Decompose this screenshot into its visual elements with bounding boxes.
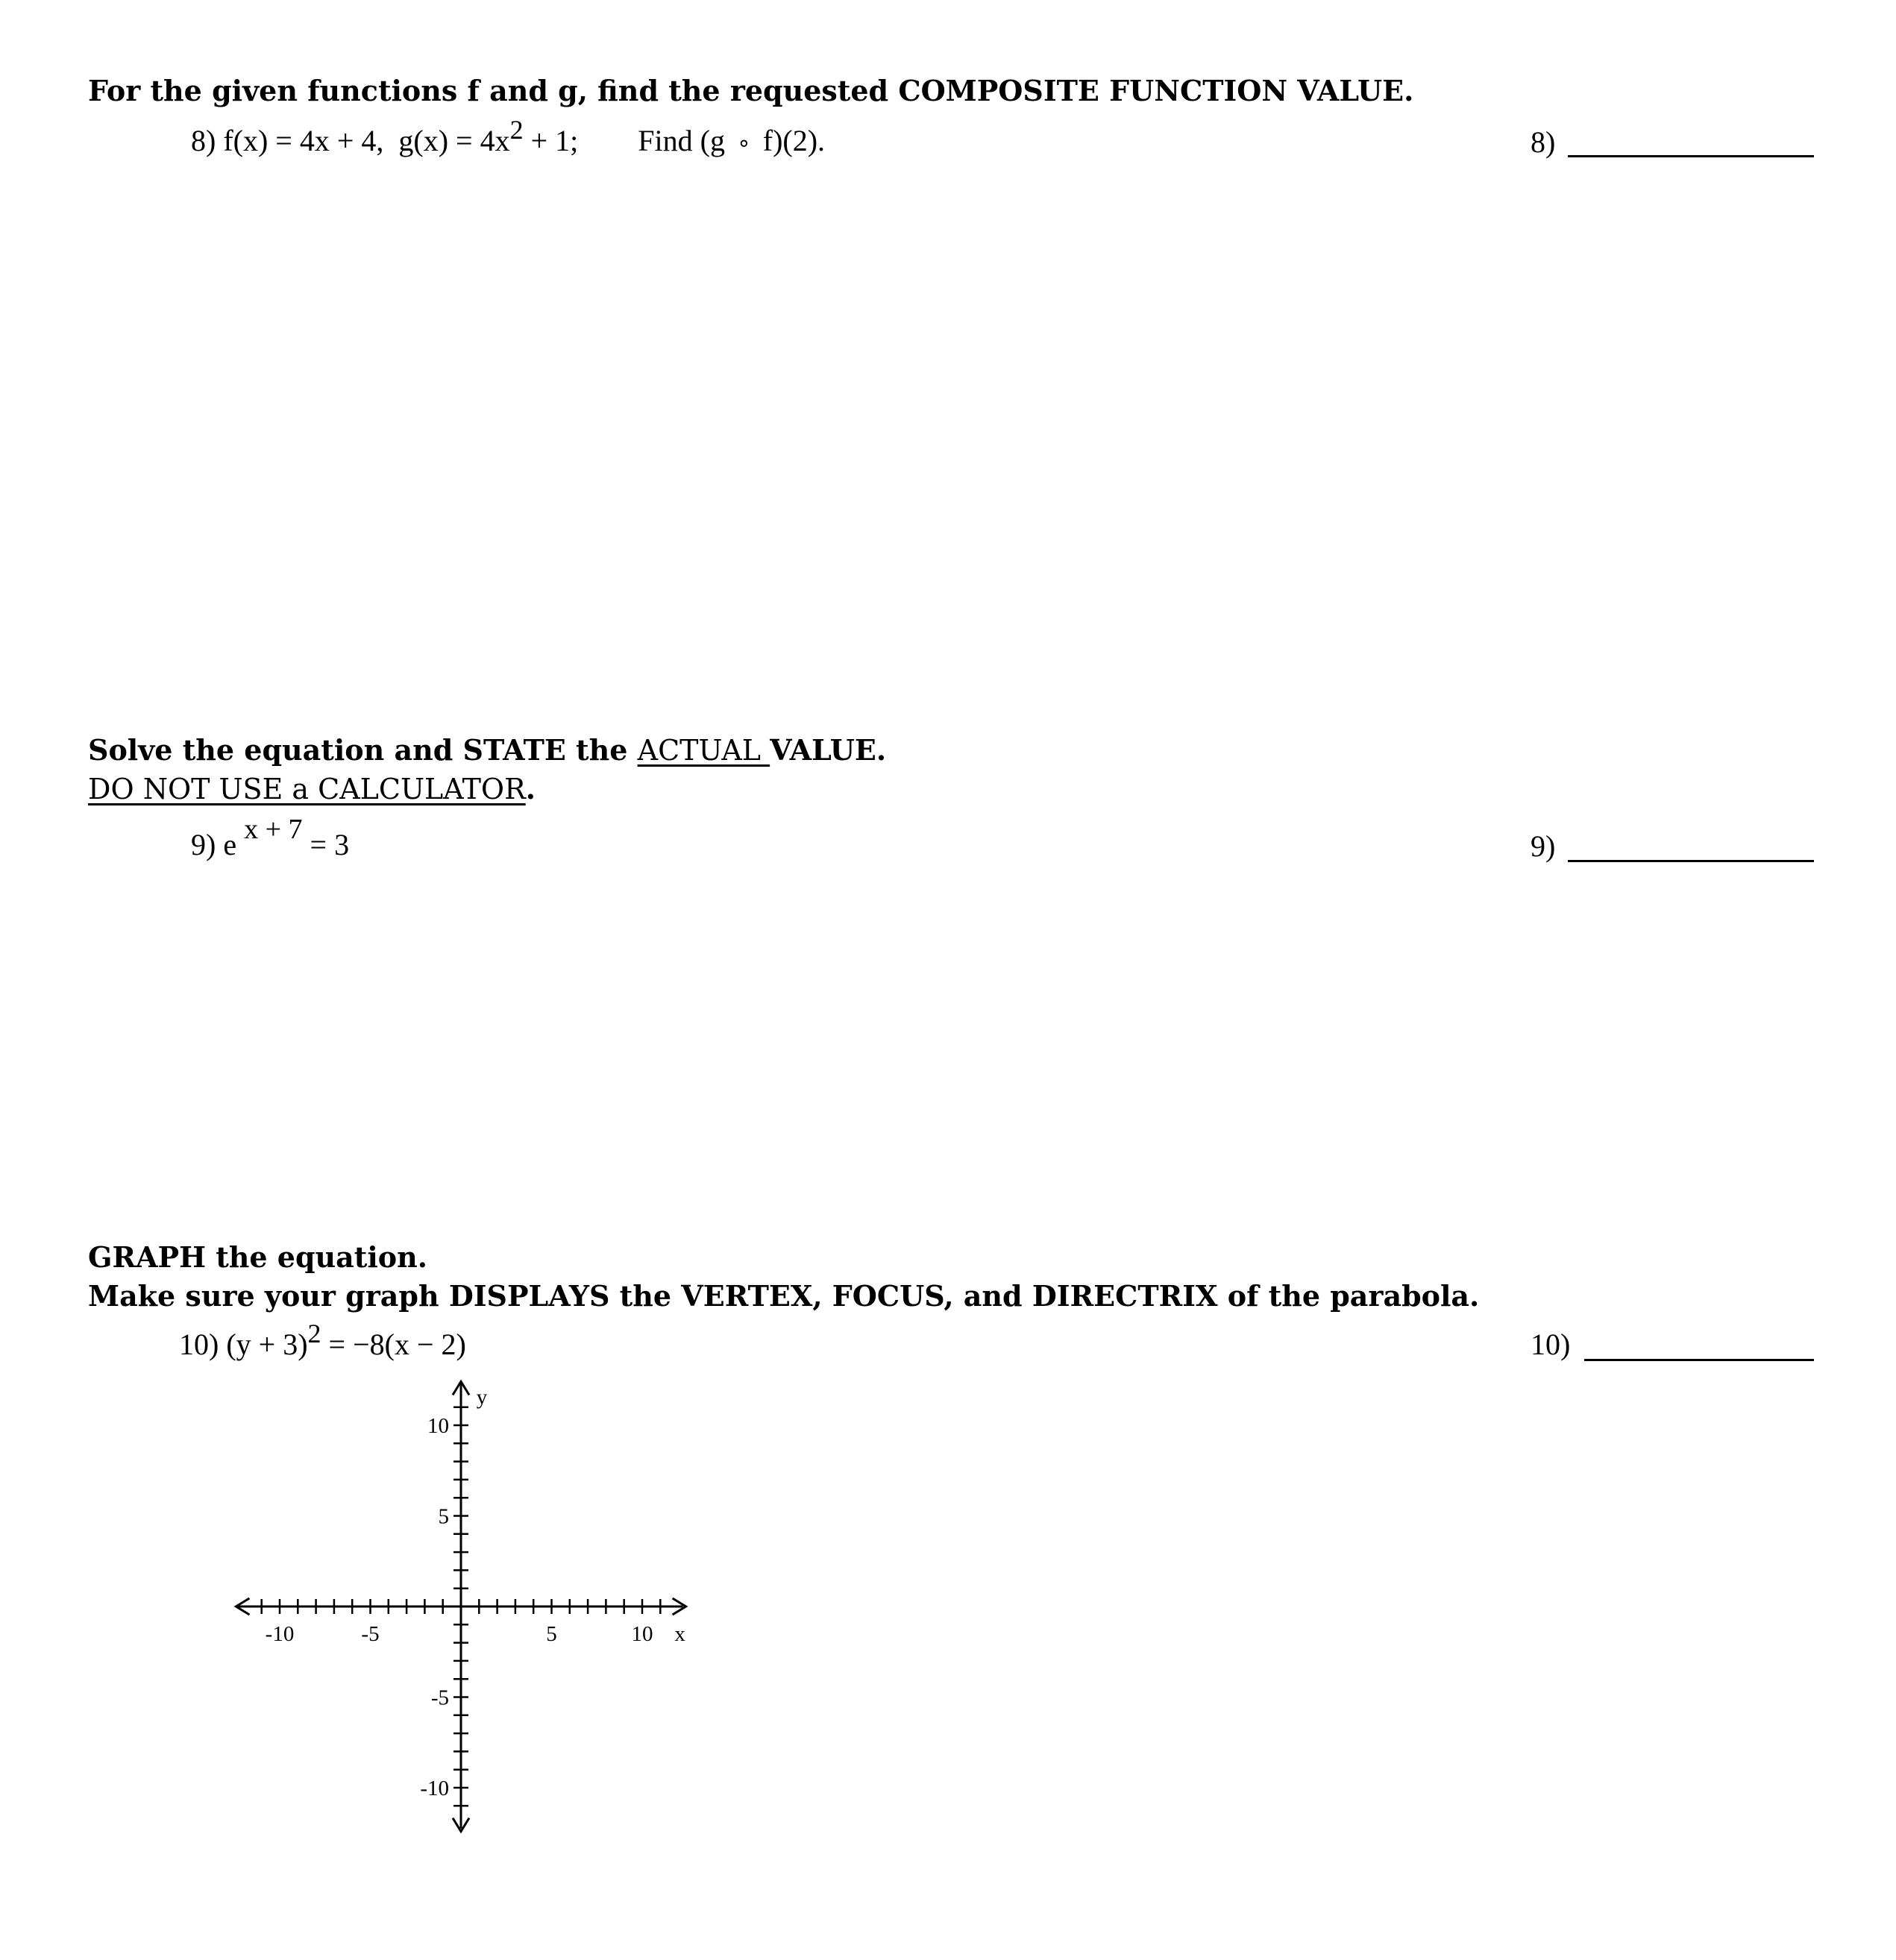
axes-group — [236, 1381, 685, 1831]
section10-heading: GRAPH the equation. — [88, 1240, 427, 1274]
problem8-f-definition: f(x) = 4x + 4, — [223, 124, 384, 157]
x-tick-label: 10 — [631, 1622, 653, 1646]
section9-heading-post: VALUE. — [770, 733, 887, 767]
section9-heading-underlined: ACTUAL — [637, 734, 770, 767]
problem8-number: 8) — [191, 124, 216, 157]
y-tick-label: -5 — [430, 1686, 449, 1710]
x-tick-label: -10 — [265, 1622, 295, 1646]
problem10-exponent: 2 — [307, 1319, 321, 1348]
y-tick-label: 10 — [427, 1414, 449, 1438]
section10-subheading: Make sure your graph DISPLAYS the VERTEX, FOCUS, and DIRECTRIX of the parabola. — [88, 1279, 1480, 1313]
problem8-g-definition: g(x) = 4x — [398, 124, 510, 157]
y-axis-label: y — [476, 1385, 488, 1410]
problem9-base: e — [223, 828, 237, 861]
problem9-exponent: x + 7 — [244, 814, 303, 845]
answer8-label: 8) — [1531, 125, 1556, 159]
composition-operator: ∘ — [736, 131, 751, 156]
answer9-label: 9) — [1531, 829, 1556, 863]
problem10-lhs: (y + 3) — [226, 1328, 308, 1361]
tick-labels-group — [266, 1385, 686, 1800]
problem10-number: 10) — [179, 1328, 219, 1361]
y-tick-label: -10 — [420, 1777, 449, 1800]
no-calculator-period: . — [525, 772, 536, 805]
no-calculator-note: DO NOT USE a CALCULATOR — [88, 773, 526, 805]
problem8-find-b: f)(2). — [762, 124, 826, 157]
answer10-label: 10) — [1531, 1328, 1571, 1361]
problem8-g-exponent: 2 — [509, 115, 524, 145]
problem9-rhs: = 3 — [310, 828, 350, 861]
problem8-find-a: Find (g — [638, 124, 725, 157]
problem10-rhs: = −8(x − 2) — [328, 1328, 466, 1361]
section9-heading-pre: Solve the equation and STATE the — [88, 733, 638, 767]
section8-heading: For the given functions f and g, find the requested COMPOSITE FUNCTION VALUE. — [88, 74, 1414, 107]
y-tick-label: 5 — [438, 1504, 449, 1529]
x-tick-label: 5 — [546, 1622, 557, 1646]
problem8-g-tail: + 1; — [530, 124, 579, 157]
x-axis-label: x — [674, 1622, 685, 1646]
problem9-number: 9) — [191, 828, 216, 861]
x-tick-label: -5 — [361, 1622, 380, 1646]
